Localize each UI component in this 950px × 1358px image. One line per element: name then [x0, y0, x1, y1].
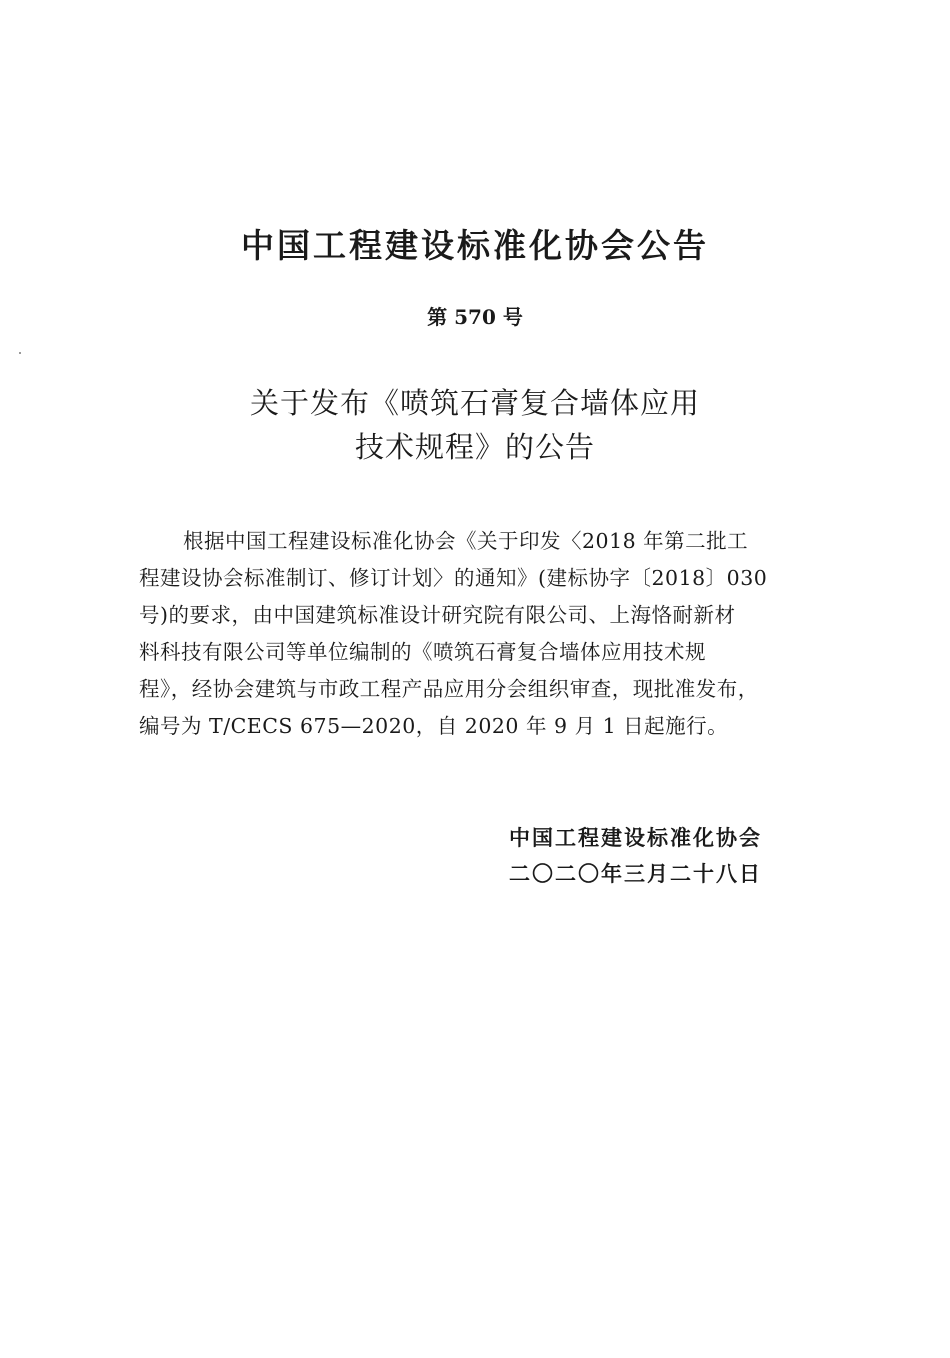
announcement-subject — [0, 381, 950, 469]
signature-date: 二〇二〇年三月二十八日 — [509, 862, 762, 886]
announcement-body — [139, 523, 831, 745]
signature-org: 中国工程建设标准化协会 — [509, 826, 762, 850]
subject-line: 关于发布《喷筑石膏复合墙体应用 — [249, 386, 700, 420]
body-line: 号)的要求，由中国建筑标准设计研究院有限公司、上海恪耐新材 — [139, 603, 736, 627]
body-line: 程建设协会标准制订、修订计划〉的通知》(建标协字〔2018〕030 — [139, 566, 768, 590]
body-line: 料科技有限公司等单位编制的《喷筑石膏复合墙体应用技术规 — [139, 640, 706, 664]
body-line: 编号为 T/CECS 675—2020，自 2020 年 9 月 1 日起施行。 — [139, 714, 729, 738]
body-line: 程》，经协会建筑与市政工程产品应用分会组织审查，现批准发布， — [139, 677, 759, 701]
body-line: 根据中国工程建设标准化协会《关于印发〈2018 年第二批工 — [183, 529, 749, 553]
signature-block — [509, 820, 762, 892]
announcement-number: 第 570 号 — [427, 305, 523, 329]
announcement-title: 中国工程建设标准化协会公告 — [241, 226, 709, 265]
subject-line: 技术规程》的公告 — [354, 430, 595, 464]
scan-speck — [19, 352, 21, 354]
